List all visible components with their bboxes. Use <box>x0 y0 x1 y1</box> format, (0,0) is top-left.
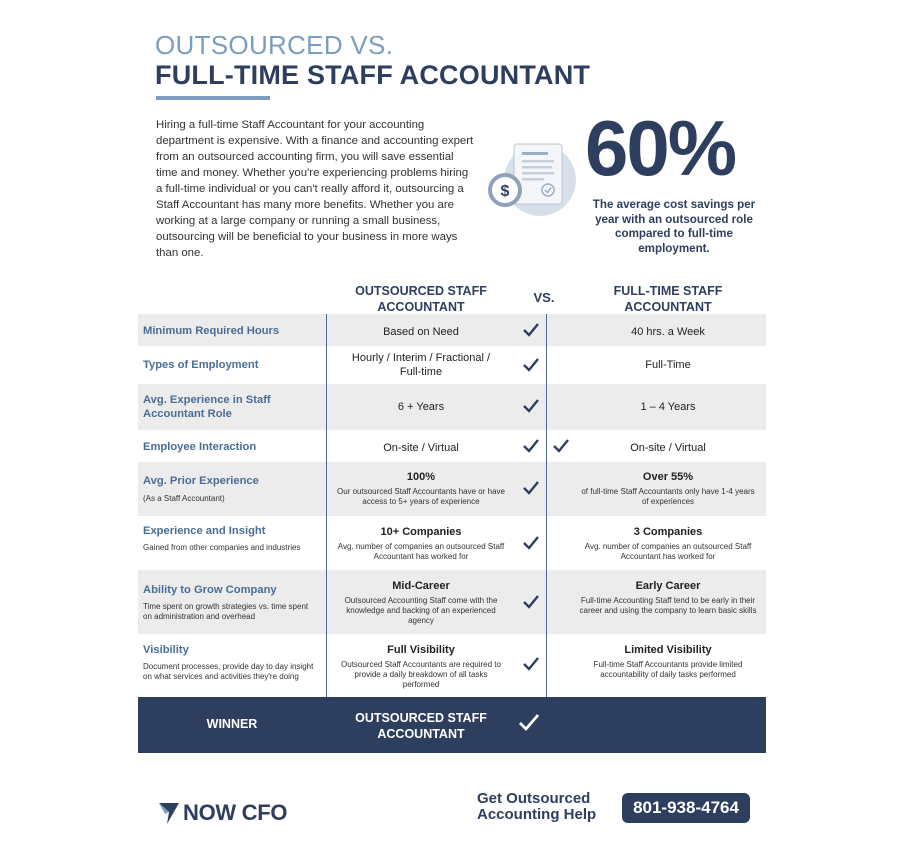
table-row <box>138 314 766 346</box>
table-row <box>138 570 766 634</box>
outsourced-value: Full Visibility <box>387 644 455 656</box>
row-label: Experience and Insight <box>143 525 266 537</box>
outsourced-value: Based on Need <box>383 326 459 338</box>
outsourced-value: 100% <box>406 471 436 483</box>
outsourced-note: Outsourced Staff Accountants are required to provide a daily breakdown of all tasks performed <box>341 660 501 689</box>
outsourced-note: Outsourced Accounting Staff come with the knowledge and backing of an experienced agency <box>344 596 498 625</box>
outsourced-value: Hourly / Interim / Fractional / Full-time <box>351 352 491 378</box>
winner-bar <box>138 697 766 753</box>
row-label: Types of Employment <box>143 359 259 371</box>
fulltime-value: Early Career <box>635 580 701 592</box>
column-divider <box>326 314 327 697</box>
checkmark-icon <box>522 357 540 373</box>
table-row <box>138 430 766 462</box>
checkmark-icon <box>552 438 570 454</box>
outsourced-value: 10+ Companies <box>380 526 462 538</box>
fulltime-value: On-site / Virtual <box>630 442 706 454</box>
outsourced-note: Avg. number of companies an outsourced Staff Accountant has worked for <box>337 542 505 561</box>
title-underline <box>156 96 270 100</box>
outsourced-value: Mid-Career <box>392 580 450 592</box>
row-label: Visibility <box>143 644 189 656</box>
table-row <box>138 516 766 570</box>
checkmark-icon <box>522 322 540 338</box>
row-label: Ability to Grow Company <box>143 584 277 596</box>
checkmark-icon <box>522 594 540 610</box>
row-label: Avg. Prior Experience <box>143 475 259 487</box>
outsourced-value: On-site / Virtual <box>383 442 459 454</box>
table-row <box>138 346 766 384</box>
checkmark-icon <box>522 398 540 414</box>
row-sublabel: Gained from other companies and industries <box>143 542 301 552</box>
column-divider <box>546 314 547 697</box>
table-row <box>138 384 766 430</box>
savings-caption: The average cost savings per year with an outsourced role compared to full-time employment. <box>592 198 756 255</box>
fulltime-value: Limited Visibility <box>624 644 712 656</box>
fulltime-value: Over 55% <box>642 471 694 483</box>
table-row <box>138 462 766 516</box>
row-label: Avg. Experience in Staff Accountant Role <box>143 394 271 420</box>
checkmark-icon <box>522 438 540 454</box>
checkmark-icon <box>522 535 540 551</box>
checkmark-icon <box>518 713 540 733</box>
fulltime-note: of full-time Staff Accountants only have 1-4 years of experiences <box>581 487 755 506</box>
fulltime-value: 3 Companies <box>633 526 703 538</box>
row-sublabel: Time spent on growth strategies vs. time spent on administration and overhead <box>143 601 309 621</box>
fulltime-note: Full-time Accounting Staff tend to be early in their career and using the company to learn basic skills <box>579 596 757 615</box>
winner-label: WINNER <box>206 717 258 731</box>
fulltime-value: 40 hrs. a Week <box>631 326 705 338</box>
checkmark-icon <box>522 656 540 672</box>
savings-stat: 60% <box>585 104 736 192</box>
winner-value: OUTSOURCED STAFF ACCOUNTANT <box>355 711 487 741</box>
fulltime-value: Full-Time <box>645 359 691 371</box>
page-title: FULL-TIME STAFF ACCOUNTANT <box>155 60 591 90</box>
row-label: Minimum Required Hours <box>143 325 280 337</box>
outsourced-value: 6 + Years <box>397 401 445 413</box>
phone-number[interactable]: 801-938-4764 <box>622 793 750 823</box>
outsourced-note: Our outsourced Staff Accountants have or have access to 5+ years of experience <box>337 487 505 506</box>
fulltime-note: Full-time Staff Accountants provide limited accountability of daily tasks performed <box>593 660 743 679</box>
now-cfo-logo-icon <box>157 800 181 826</box>
intro-paragraph: Hiring a full-time Staff Accountant for your accounting department is expensive. With a finance and accounting expert from an outsourced accounting firm, you will save essential time and money. Whether you're experiencing problems hiring a full-time individual or you can't really afford it, outsourcing a Staff Accountant has many more benefits. Whether you are working at a large company or running a small business, outsourcing will be beneficial to your business in more ways than one. <box>156 119 474 259</box>
header-outsourced: OUTSOURCED STAFF ACCOUNTANT <box>355 284 487 314</box>
header-vs: VS. <box>533 290 555 305</box>
row-label: Employee Interaction <box>143 441 257 453</box>
svg-text:$: $ <box>500 183 510 200</box>
fulltime-value: 1 – 4 Years <box>640 401 696 413</box>
title-line-1: OUTSOURCED VS. <box>155 30 394 60</box>
company-logo: NOW CFO <box>183 800 288 825</box>
invoice-dollar-icon <box>484 138 580 218</box>
row-sublabel: (As a Staff Accountant) <box>143 493 225 503</box>
row-sublabel: Document processes, provide day to day insight on what services and activities they're doing <box>143 661 314 681</box>
table-row <box>138 634 766 697</box>
checkmark-icon <box>522 480 540 496</box>
cta-text: Get Outsourced Accounting Help <box>477 790 597 823</box>
header-fulltime: FULL-TIME STAFF ACCOUNTANT <box>613 284 723 314</box>
fulltime-note: Avg. number of companies an outsourced Staff Accountant has worked for <box>584 542 752 561</box>
